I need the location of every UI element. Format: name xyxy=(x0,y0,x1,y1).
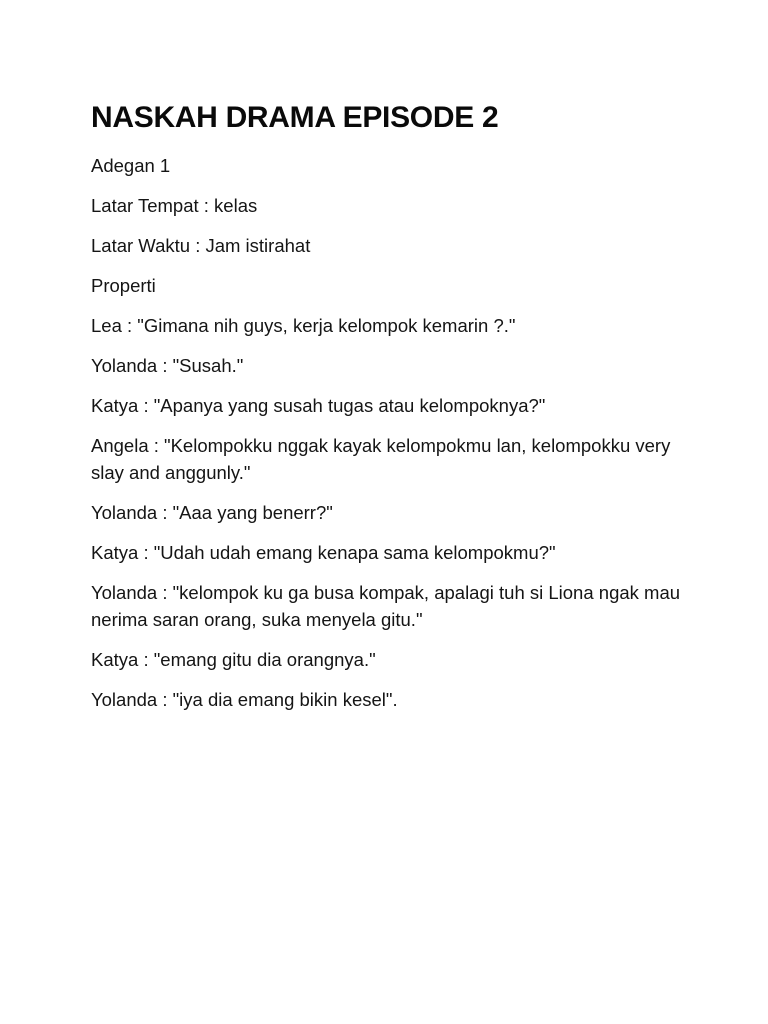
dialogue-line: Yolanda : "Aaa yang benerr?" xyxy=(91,502,333,523)
scene-heading: Adegan 1 xyxy=(91,155,171,176)
dialogue-line: Katya : "emang gitu dia orangnya." xyxy=(91,649,376,670)
dialogue-line: Yolanda : "Susah." xyxy=(91,355,244,376)
setting-time: Latar Waktu : Jam istirahat xyxy=(91,235,311,256)
document-title: NASKAH DRAMA EPISODE 2 xyxy=(91,101,499,134)
setting-place: Latar Tempat : kelas xyxy=(91,195,258,216)
document-body xyxy=(91,96,691,726)
dialogue-line: Katya : "Apanya yang susah tugas atau kelompoknya?" xyxy=(91,395,546,416)
dialogue-line: Lea : "Gimana nih guys, kerja kelompok kemarin ?." xyxy=(91,315,516,336)
dialogue-line: Yolanda : "kelompok ku ga busa kompak, apalagi tuh si Liona ngak mau nerima saran orang, suka menyela gitu." xyxy=(91,582,681,630)
dialogue-line: Katya : "Udah udah emang kenapa sama kelompokmu?" xyxy=(91,542,556,563)
dialogue-line: Yolanda : "iya dia emang bikin kesel". xyxy=(91,689,398,710)
props-heading: Properti xyxy=(91,275,156,296)
dialogue-line: Angela : "Kelompokku nggak kayak kelompokmu lan, kelompokku very slay and anggunly." xyxy=(91,435,671,483)
